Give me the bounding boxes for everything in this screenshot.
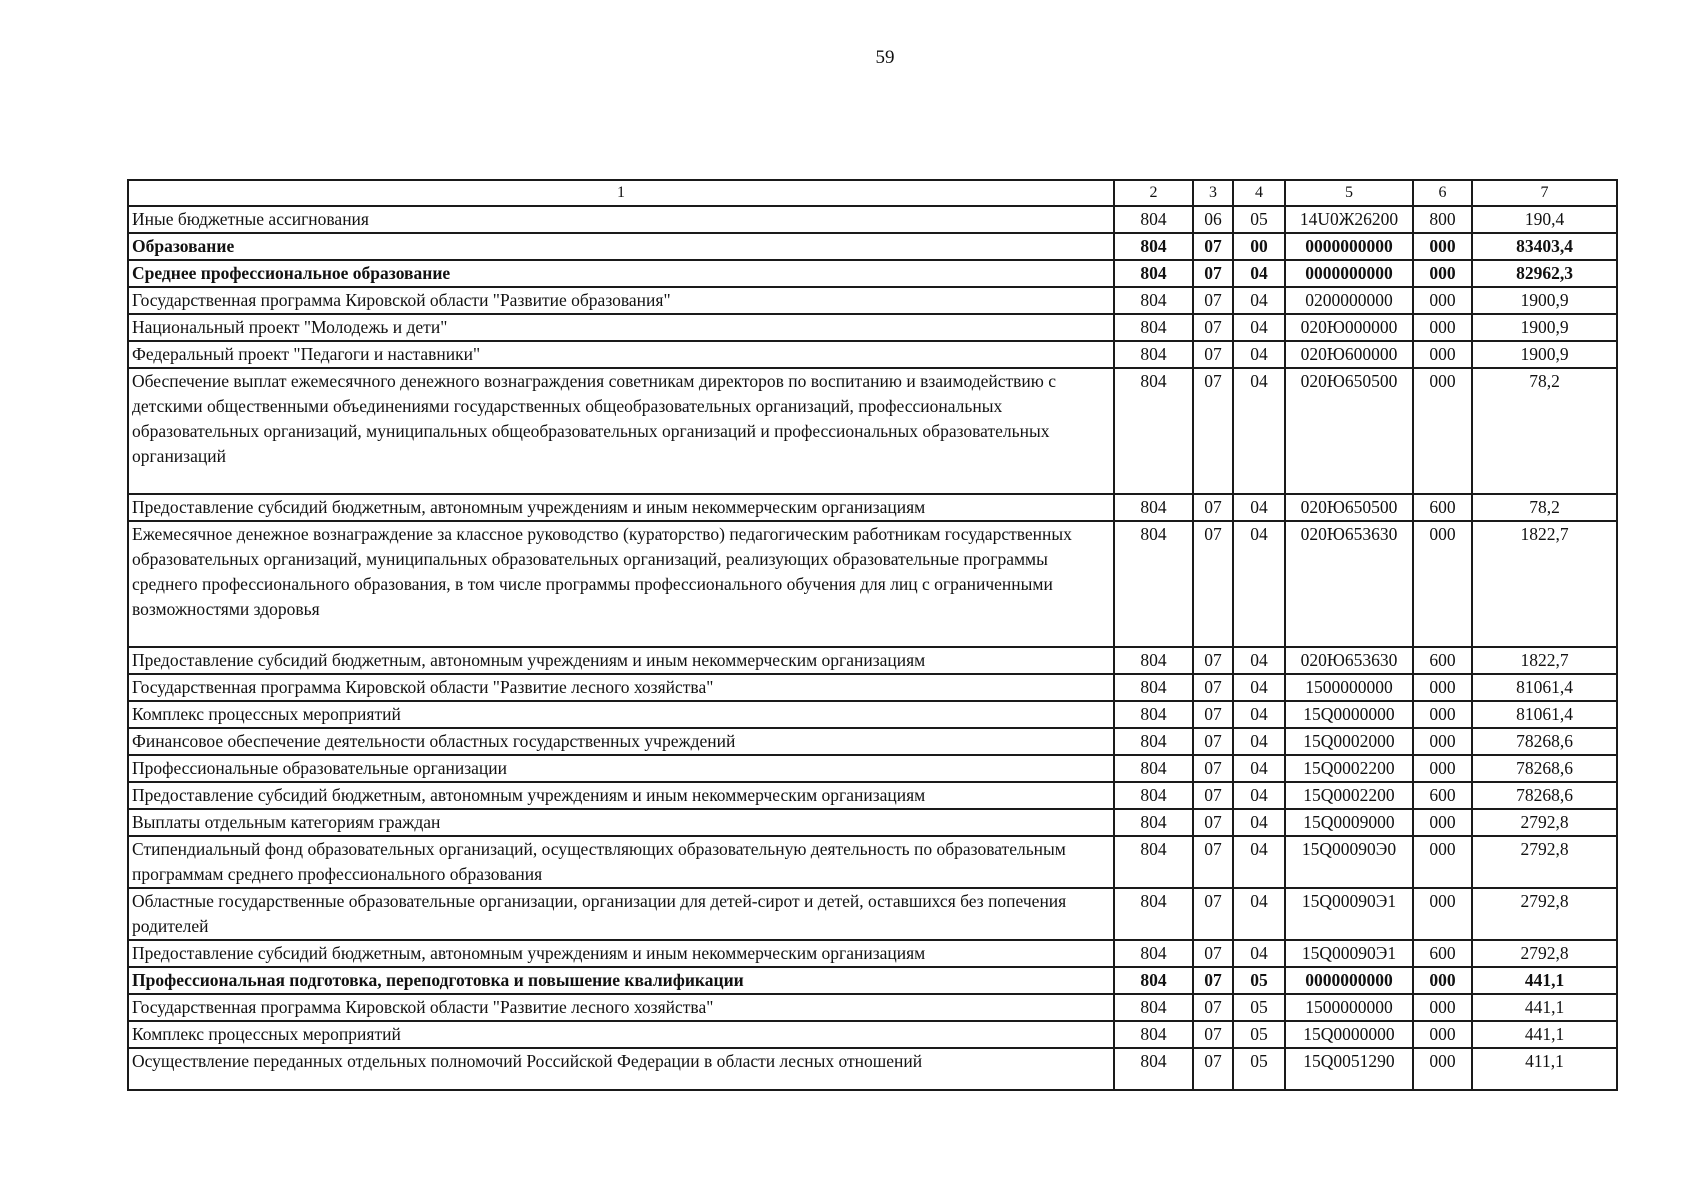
row-amount: 83403,4 [1472,233,1617,260]
row-name: Комплекс процессных мероприятий [128,1021,1114,1048]
code-ministry: 804 [1114,341,1193,368]
code-subsection: 05 [1233,206,1285,233]
row-amount: 78268,6 [1472,782,1617,809]
header-cell: 7 [1472,180,1617,206]
row-amount: 1900,9 [1472,287,1617,314]
code-ministry: 804 [1114,1048,1193,1090]
code-section: 07 [1193,341,1233,368]
row-name: Предоставление субсидий бюджетным, автономным учреждениям и иным некоммерческим организациям [128,494,1114,521]
code-target: 15Q0000000 [1285,1021,1413,1048]
code-expense-type: 000 [1413,888,1472,940]
code-section: 07 [1193,368,1233,494]
code-section: 07 [1193,701,1233,728]
code-subsection: 04 [1233,314,1285,341]
code-expense-type: 000 [1413,260,1472,287]
code-subsection: 04 [1233,782,1285,809]
row-name: Ежемесячное денежное вознаграждение за классное руководство (кураторство) педагогическим работникам государственных образовательных организаций, муниципальных образовательных организаций, реализующих образовательные программы среднего профессионального образования, в том числе программы профессионального обучения для лиц с ограниченными возможностями здоровья [128,521,1114,647]
code-target: 15Q00090Э1 [1285,888,1413,940]
code-subsection: 04 [1233,287,1285,314]
code-target: 1500000000 [1285,674,1413,701]
table-row [128,341,1617,368]
code-section: 07 [1193,994,1233,1021]
row-name: Федеральный проект "Педагоги и наставники" [128,341,1114,368]
table-row [128,674,1617,701]
code-expense-type: 000 [1413,521,1472,647]
code-target: 15Q0002000 [1285,728,1413,755]
code-ministry: 804 [1114,701,1193,728]
code-target: 020Ю653630 [1285,647,1413,674]
code-subsection: 04 [1233,809,1285,836]
row-name: Предоставление субсидий бюджетным, автономным учреждениям и иным некоммерческим организациям [128,782,1114,809]
code-target: 020Ю650500 [1285,494,1413,521]
row-name: Среднее профессиональное образование [128,260,1114,287]
code-ministry: 804 [1114,994,1193,1021]
header-cell: 2 [1114,180,1193,206]
table-row [128,260,1617,287]
code-subsection: 04 [1233,647,1285,674]
table-row [128,1048,1617,1090]
row-name: Образование [128,233,1114,260]
row-amount: 441,1 [1472,994,1617,1021]
code-section: 07 [1193,836,1233,888]
row-amount: 1900,9 [1472,341,1617,368]
code-expense-type: 000 [1413,674,1472,701]
row-amount: 2792,8 [1472,888,1617,940]
row-name: Профессиональная подготовка, переподготовка и повышение квалификации [128,967,1114,994]
code-expense-type: 000 [1413,755,1472,782]
code-target: 14U0Ж26200 [1285,206,1413,233]
row-name: Комплекс процессных мероприятий [128,701,1114,728]
code-target: 15Q0009000 [1285,809,1413,836]
header-cell: 4 [1233,180,1285,206]
code-subsection: 05 [1233,994,1285,1021]
table-row [128,888,1617,940]
row-amount: 2792,8 [1472,809,1617,836]
code-section: 07 [1193,1048,1233,1090]
table-row [128,1021,1617,1048]
row-amount: 78,2 [1472,494,1617,521]
code-section: 07 [1193,809,1233,836]
code-expense-type: 000 [1413,836,1472,888]
code-subsection: 04 [1233,521,1285,647]
code-ministry: 804 [1114,233,1193,260]
code-ministry: 804 [1114,368,1193,494]
row-name: Профессиональные образовательные организации [128,755,1114,782]
table-row [128,647,1617,674]
row-name: Государственная программа Кировской области "Развитие лесного хозяйства" [128,994,1114,1021]
code-ministry: 804 [1114,728,1193,755]
table-row [128,755,1617,782]
code-subsection: 04 [1233,341,1285,368]
row-amount: 2792,8 [1472,836,1617,888]
code-subsection: 04 [1233,494,1285,521]
code-ministry: 804 [1114,260,1193,287]
code-subsection: 04 [1233,755,1285,782]
code-section: 07 [1193,494,1233,521]
code-expense-type: 000 [1413,1048,1472,1090]
code-section: 07 [1193,647,1233,674]
code-section: 07 [1193,314,1233,341]
code-subsection: 04 [1233,368,1285,494]
code-section: 07 [1193,521,1233,647]
row-amount: 81061,4 [1472,701,1617,728]
code-expense-type: 000 [1413,233,1472,260]
code-subsection: 05 [1233,1021,1285,1048]
table-row [128,521,1617,647]
code-ministry: 804 [1114,647,1193,674]
code-section: 07 [1193,1021,1233,1048]
code-expense-type: 000 [1413,994,1472,1021]
row-amount: 1822,7 [1472,647,1617,674]
row-name: Государственная программа Кировской области "Развитие образования" [128,287,1114,314]
code-expense-type: 000 [1413,728,1472,755]
code-expense-type: 000 [1413,287,1472,314]
code-subsection: 04 [1233,888,1285,940]
code-section: 07 [1193,755,1233,782]
table-row [128,809,1617,836]
code-section: 07 [1193,940,1233,967]
code-ministry: 804 [1114,940,1193,967]
table-row [128,314,1617,341]
code-ministry: 804 [1114,314,1193,341]
code-subsection: 00 [1233,233,1285,260]
row-amount: 78268,6 [1472,728,1617,755]
row-amount: 81061,4 [1472,674,1617,701]
code-target: 15Q00090Э0 [1285,836,1413,888]
row-amount: 1822,7 [1472,521,1617,647]
code-expense-type: 600 [1413,782,1472,809]
table-row [128,940,1617,967]
table-row [128,701,1617,728]
code-subsection: 04 [1233,728,1285,755]
code-ministry: 804 [1114,888,1193,940]
header-cell: 5 [1285,180,1413,206]
code-subsection: 04 [1233,836,1285,888]
code-target: 0000000000 [1285,260,1413,287]
row-amount: 82962,3 [1472,260,1617,287]
budget-table [127,179,1618,1091]
row-name: Предоставление субсидий бюджетным, автономным учреждениям и иным некоммерческим организациям [128,647,1114,674]
code-expense-type: 000 [1413,341,1472,368]
code-target: 0200000000 [1285,287,1413,314]
code-target: 020Ю600000 [1285,341,1413,368]
row-name: Финансовое обеспечение деятельности областных государственных учреждений [128,728,1114,755]
table-header-row [128,180,1617,206]
row-amount: 190,4 [1472,206,1617,233]
code-section: 07 [1193,674,1233,701]
code-expense-type: 800 [1413,206,1472,233]
code-section: 07 [1193,260,1233,287]
header-cell: 3 [1193,180,1233,206]
code-expense-type: 600 [1413,494,1472,521]
code-expense-type: 000 [1413,809,1472,836]
header-cell: 1 [128,180,1114,206]
code-target: 15Q0051290 [1285,1048,1413,1090]
code-section: 07 [1193,287,1233,314]
row-amount: 78268,6 [1472,755,1617,782]
row-amount: 441,1 [1472,967,1617,994]
row-name: Выплаты отдельным категориям граждан [128,809,1114,836]
table-row [128,967,1617,994]
row-amount: 78,2 [1472,368,1617,494]
code-expense-type: 000 [1413,701,1472,728]
code-subsection: 05 [1233,967,1285,994]
code-ministry: 804 [1114,521,1193,647]
row-name: Государственная программа Кировской области "Развитие лесного хозяйства" [128,674,1114,701]
code-ministry: 804 [1114,967,1193,994]
row-name: Обеспечение выплат ежемесячного денежного вознаграждения советникам директоров по воспитанию и взаимодействию с детскими общественными объединениями государственных общеобразовательных организаций, профессиональных образовательных организаций, муниципальных общеобразовательных организаций и профессиональных образовательных организаций [128,368,1114,494]
table-row [128,994,1617,1021]
code-ministry: 804 [1114,755,1193,782]
code-ministry: 804 [1114,782,1193,809]
row-name: Предоставление субсидий бюджетным, автономным учреждениям и иным некоммерческим организациям [128,940,1114,967]
code-target: 020Ю650500 [1285,368,1413,494]
code-expense-type: 000 [1413,1021,1472,1048]
table-row [128,728,1617,755]
table-row [128,494,1617,521]
code-expense-type: 600 [1413,647,1472,674]
code-target: 1500000000 [1285,994,1413,1021]
row-amount: 411,1 [1472,1048,1617,1090]
header-cell: 6 [1413,180,1472,206]
code-ministry: 804 [1114,836,1193,888]
row-name: Иные бюджетные ассигнования [128,206,1114,233]
table-row [128,233,1617,260]
code-ministry: 804 [1114,494,1193,521]
code-target: 15Q0002200 [1285,782,1413,809]
row-name: Национальный проект "Молодежь и дети" [128,314,1114,341]
code-subsection: 05 [1233,1048,1285,1090]
row-name: Стипендиальный фонд образовательных организаций, осуществляющих образовательную деятельность по образовательным программам среднего профессионального образования [128,836,1114,888]
code-target: 15Q0000000 [1285,701,1413,728]
code-target: 15Q00090Э1 [1285,940,1413,967]
row-amount: 1900,9 [1472,314,1617,341]
code-section: 07 [1193,782,1233,809]
table-row [128,206,1617,233]
table-row [128,368,1617,494]
code-target: 020Ю000000 [1285,314,1413,341]
code-ministry: 804 [1114,287,1193,314]
code-expense-type: 000 [1413,368,1472,494]
page-number: 59 [875,47,895,68]
code-ministry: 804 [1114,674,1193,701]
code-target: 0000000000 [1285,967,1413,994]
code-expense-type: 600 [1413,940,1472,967]
code-target: 15Q0002200 [1285,755,1413,782]
table-row [128,287,1617,314]
table-row [128,836,1617,888]
code-expense-type: 000 [1413,314,1472,341]
code-subsection: 04 [1233,674,1285,701]
code-expense-type: 000 [1413,967,1472,994]
code-section: 07 [1193,967,1233,994]
code-section: 06 [1193,206,1233,233]
code-ministry: 804 [1114,809,1193,836]
code-section: 07 [1193,728,1233,755]
code-ministry: 804 [1114,206,1193,233]
row-amount: 2792,8 [1472,940,1617,967]
row-name: Областные государственные образовательные организации, организации для детей-сирот и детей, оставшихся без попечения родителей [128,888,1114,940]
row-name: Осуществление переданных отдельных полномочий Российской Федерации в области лесных отношений [128,1048,1114,1090]
code-subsection: 04 [1233,701,1285,728]
code-ministry: 804 [1114,1021,1193,1048]
code-target: 020Ю653630 [1285,521,1413,647]
table-row [128,782,1617,809]
code-section: 07 [1193,233,1233,260]
code-target: 0000000000 [1285,233,1413,260]
row-amount: 441,1 [1472,1021,1617,1048]
code-subsection: 04 [1233,260,1285,287]
code-section: 07 [1193,888,1233,940]
code-subsection: 04 [1233,940,1285,967]
